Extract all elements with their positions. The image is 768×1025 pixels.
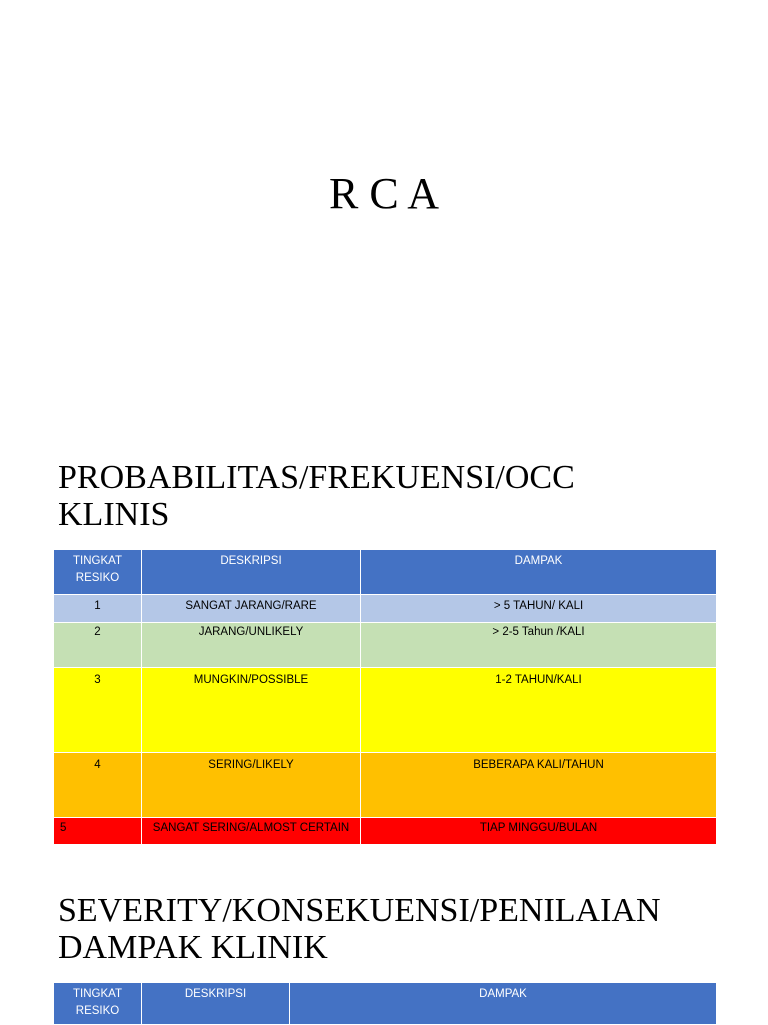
section-heading-probabilitas (58, 459, 738, 533)
level-cell: 4 (54, 753, 142, 818)
level-cell: 3 (54, 668, 142, 753)
dampak-cell: TIAP MINGGU/BULAN (361, 818, 717, 845)
table-row (54, 595, 717, 623)
deskripsi-cell: SANGAT JARANG/RARE (142, 595, 361, 623)
probabilitas-table (53, 549, 717, 845)
dampak-cell: > 2-5 Tahun /KALI (361, 623, 717, 668)
heading-line: SEVERITY/KONSEKUENSI/PENILAIAN (58, 892, 661, 929)
table-row (54, 753, 717, 818)
deskripsi-cell: SANGAT SERING/ALMOST CERTAIN (142, 818, 361, 845)
header-dampak: DAMPAK (290, 983, 717, 1025)
table-row (54, 623, 717, 668)
header-deskripsi: DESKRIPSI (142, 550, 361, 595)
severity-table (53, 982, 717, 1025)
dampak-cell: 1-2 TAHUN/KALI (361, 668, 717, 753)
table-header-row (54, 550, 717, 595)
heading-line: PROBABILITAS/FREKUENSI/OCC (58, 459, 575, 496)
header-tingkat-resiko (54, 550, 142, 595)
header-text: RESIKO (75, 1005, 120, 1017)
header-text: TINGKAT (73, 988, 122, 1000)
heading-line: DAMPAK KLINIK (58, 929, 328, 966)
dampak-cell: > 5 TAHUN/ KALI (361, 595, 717, 623)
level-cell: 1 (54, 595, 142, 623)
document-title: R C A (328, 169, 440, 218)
section-heading-severity (58, 892, 738, 966)
deskripsi-cell: JARANG/UNLIKELY (142, 623, 361, 668)
table-row (54, 818, 717, 845)
header-tingkat-resiko (54, 983, 142, 1025)
level-cell: 5 (54, 818, 142, 845)
table-row (54, 668, 717, 753)
header-deskripsi: DESKRIPSI (142, 983, 290, 1025)
level-cell: 2 (54, 623, 142, 668)
dampak-cell: BEBERAPA KALI/TAHUN (361, 753, 717, 818)
deskripsi-cell: SERING/LIKELY (142, 753, 361, 818)
deskripsi-cell: MUNGKIN/POSSIBLE (142, 668, 361, 753)
heading-line: KLINIS (58, 496, 170, 533)
header-text: RESIKO (75, 572, 120, 584)
header-dampak: DAMPAK (361, 550, 717, 595)
table-header-row (54, 983, 717, 1025)
header-text: TINGKAT (73, 555, 122, 567)
